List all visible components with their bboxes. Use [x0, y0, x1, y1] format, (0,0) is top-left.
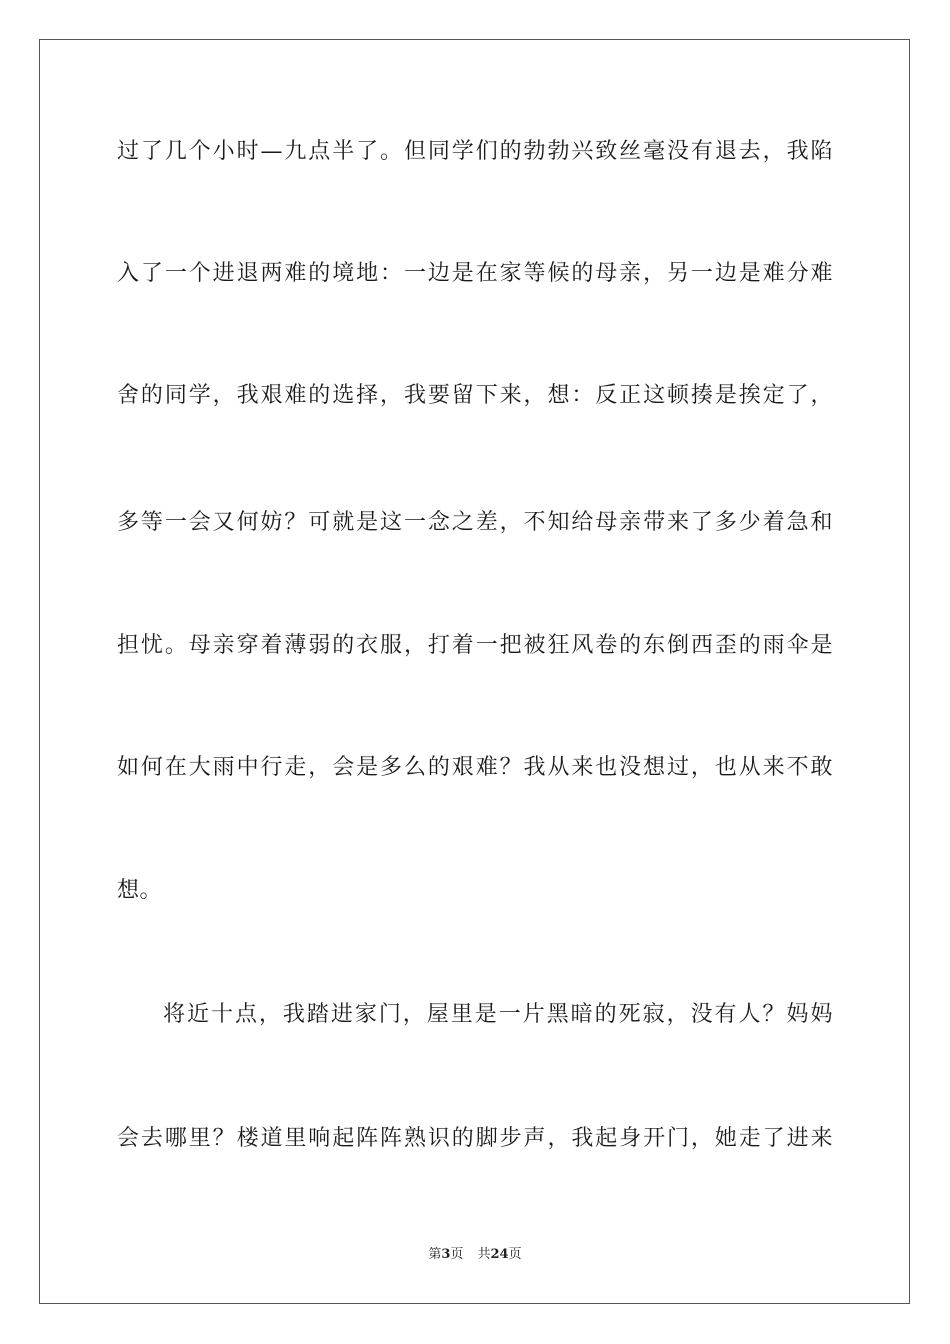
page-border	[39, 39, 910, 1304]
total-suffix: 页	[508, 1247, 522, 1262]
page-prefix: 第	[428, 1247, 442, 1262]
text-line-1: 过了几个小时—九点半了。但同学们的勃勃兴致丝毫没有退去，我陷	[117, 139, 833, 164]
total-pages: 24	[490, 1247, 509, 1262]
page-suffix: 页	[450, 1247, 464, 1262]
page-number: 3	[441, 1247, 451, 1262]
text-line-6: 如何在大雨中行走，会是多么的艰难？我从来也没想过，也从来不敢	[117, 755, 833, 780]
text-line-4: 多等一会又何妨？可就是这一念之差，不知给母亲带来了多少着急和	[117, 510, 833, 535]
text-line-3: 舍的同学，我艰难的选择，我要留下来，想：反正这顿揍是挨定了，	[117, 383, 833, 408]
page-footer	[0, 1247, 950, 1263]
text-line-2: 入了一个进退两难的境地：一边是在家等候的母亲，另一边是难分难	[117, 261, 833, 286]
paragraph-start-line: 将近十点，我踏进家门，屋里是一片黑暗的死寂，没有人？妈妈	[163, 1002, 833, 1027]
text-line-9: 会去哪里？楼道里响起阵阵熟识的脚步声，我起身开门，她走了进来	[117, 1126, 833, 1151]
total-prefix: 共	[477, 1247, 491, 1262]
text-line-5: 担忧。母亲穿着薄弱的衣服，打着一把被狂风卷的东倒西歪的雨伞是	[117, 633, 833, 658]
text-line-7: 想。	[117, 878, 163, 903]
